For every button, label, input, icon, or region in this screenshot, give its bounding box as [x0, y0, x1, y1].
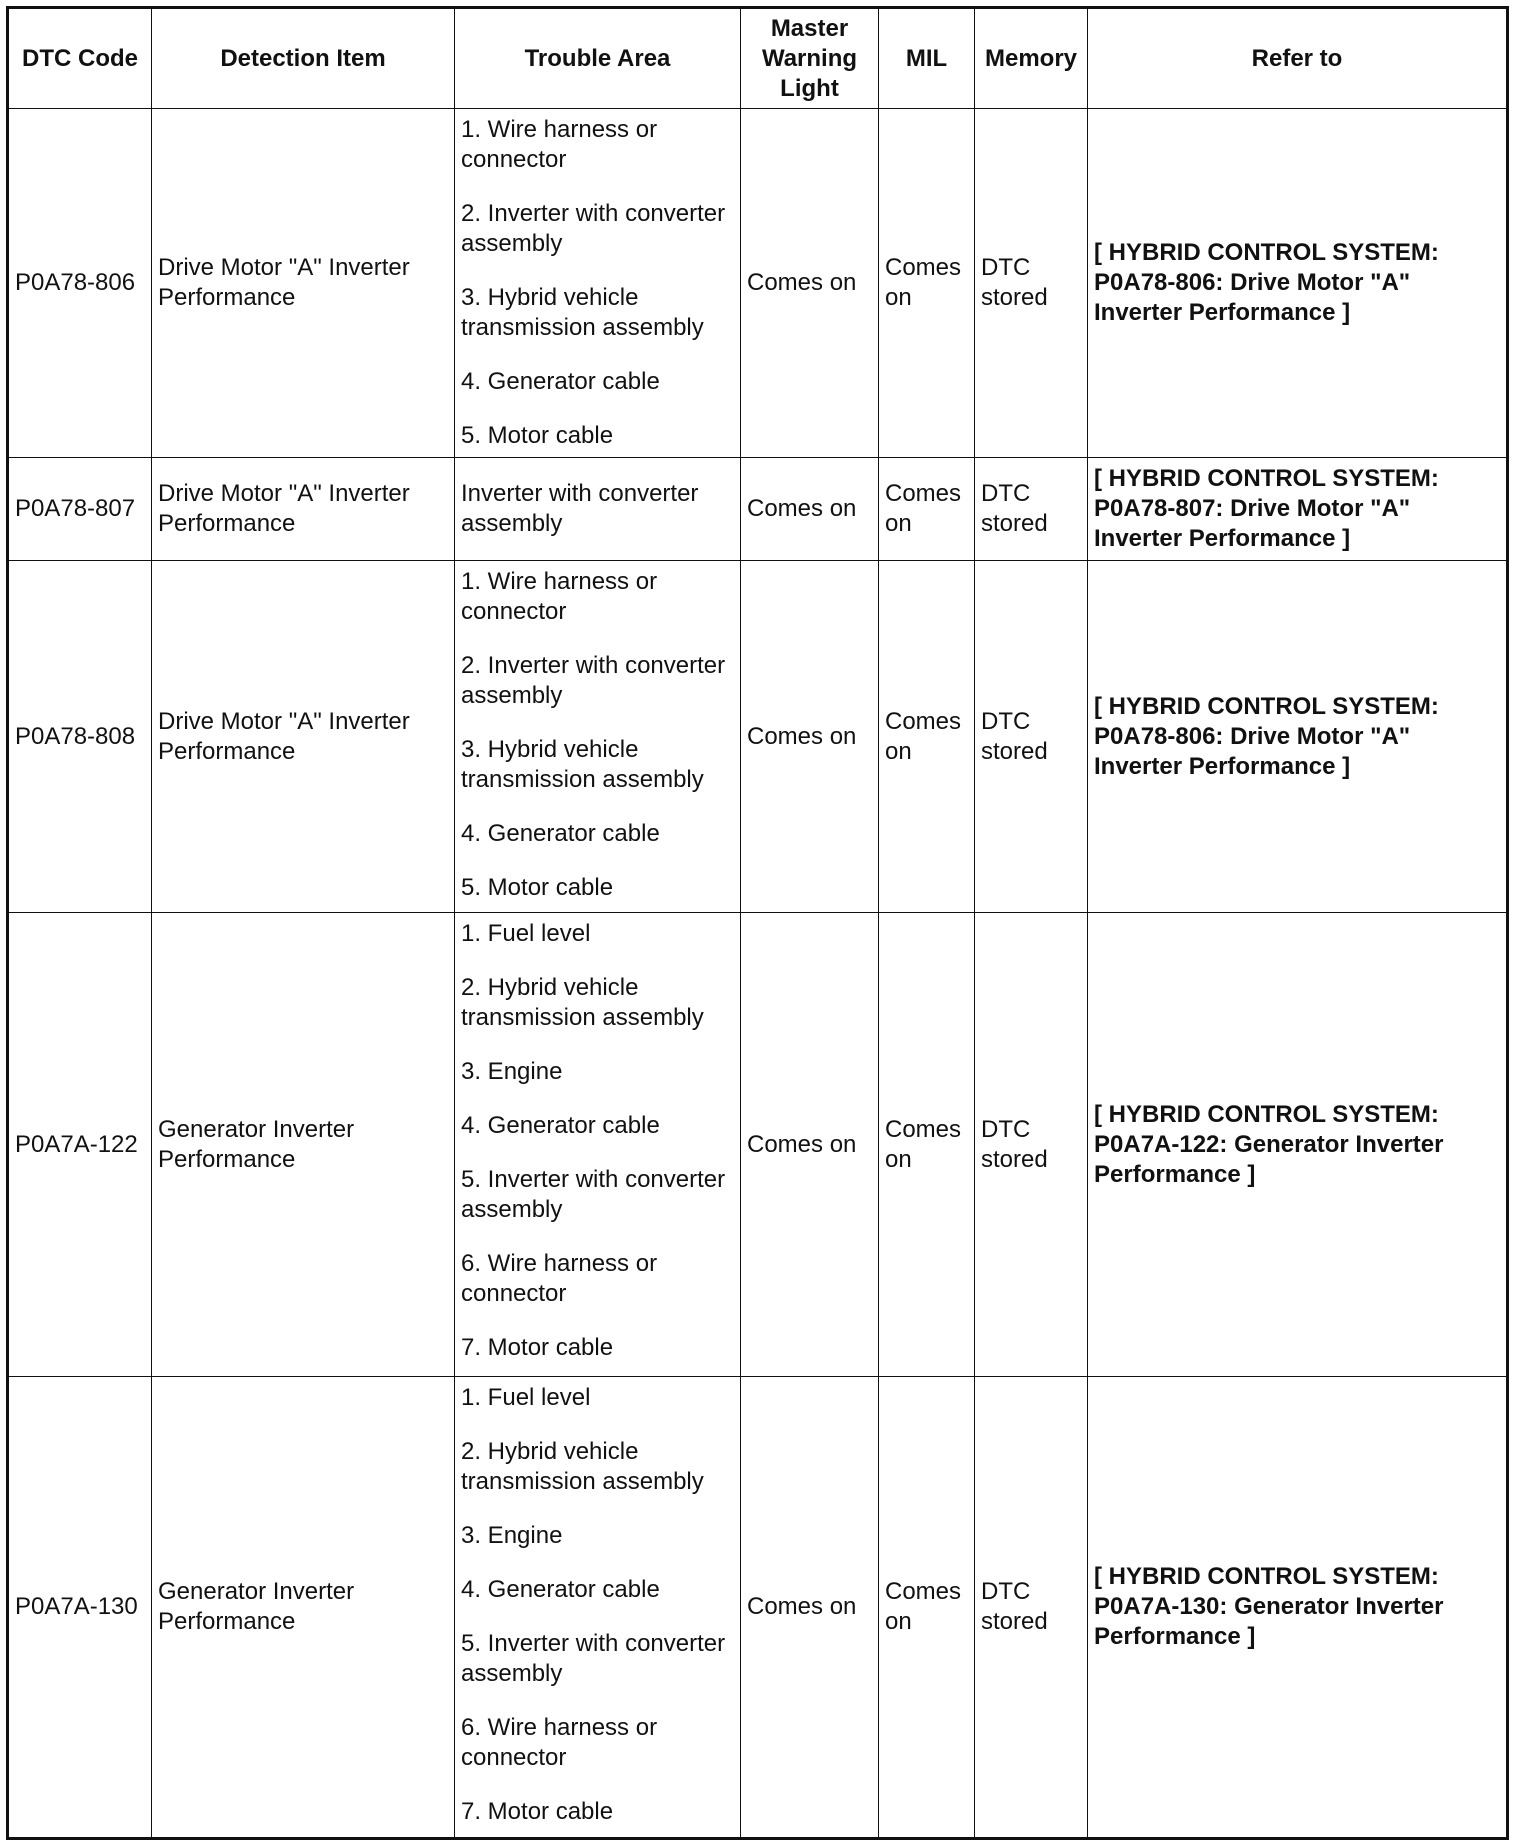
trouble-area-item: 5. Motor cable	[461, 874, 614, 902]
table-row	[8, 1376, 1508, 1838]
trouble-area-list	[461, 1383, 734, 1827]
dtc-code-cell: P0A78-807	[8, 458, 152, 561]
master-warning-light-cell: Comes on	[741, 458, 879, 561]
memory-cell: DTC stored	[975, 913, 1088, 1376]
mil-cell: Comes on	[879, 458, 975, 561]
detection-item-cell: Drive Motor "A" Inverter Performance	[152, 458, 455, 561]
header-memory: Memory	[975, 8, 1088, 109]
dtc-code-cell: P0A78-806	[8, 109, 152, 458]
trouble-area-item: 5. Motor cable	[461, 422, 614, 449]
header-trouble-area: Trouble Area	[455, 8, 741, 109]
trouble-area-item: 1. Wire harness or connector	[461, 568, 658, 626]
dtc-code-cell: P0A78-808	[8, 561, 152, 913]
table-row	[8, 561, 1508, 913]
trouble-area-item: 1. Wire harness or connector	[461, 116, 658, 173]
trouble-area-item: 4. Generator cable	[461, 1112, 660, 1140]
trouble-area-item: 6. Wire harness or connector	[461, 1713, 658, 1771]
dtc-table	[6, 6, 1509, 1840]
master-warning-light-cell: Comes on	[741, 913, 879, 1376]
trouble-area-cell	[455, 913, 741, 1376]
table-row	[8, 913, 1508, 1376]
trouble-area-item: 3. Hybrid vehicle transmission assembly	[461, 284, 704, 341]
memory-cell: DTC stored	[975, 561, 1088, 913]
trouble-area-cell: Inverter with converter assembly	[455, 458, 741, 561]
trouble-area-item: 5. Inverter with converter assembly	[461, 1629, 726, 1687]
refer-to-cell: [ HYBRID CONTROL SYSTEM: P0A78-806: Drive Motor "A" Inverter Performance ]	[1088, 109, 1508, 458]
dtc-code-cell: P0A7A-122	[8, 913, 152, 1376]
trouble-area-item: 1. Fuel level	[461, 920, 591, 948]
refer-to-cell: [ HYBRID CONTROL SYSTEM: P0A7A-130: Generator Inverter Performance ]	[1088, 1376, 1508, 1838]
trouble-area-item: 7. Motor cable	[461, 1334, 614, 1362]
detection-item-cell: Generator Inverter Performance	[152, 1376, 455, 1838]
header-dtc-code: DTC Code	[8, 8, 152, 109]
trouble-area-item: 5. Inverter with converter assembly	[461, 1166, 726, 1224]
header-refer-to: Refer to	[1088, 8, 1508, 109]
memory-cell: DTC stored	[975, 1376, 1088, 1838]
refer-to-cell: [ HYBRID CONTROL SYSTEM: P0A7A-122: Generator Inverter Performance ]	[1088, 913, 1508, 1376]
header-row	[8, 8, 1508, 109]
mil-cell: Comes on	[879, 1376, 975, 1838]
detection-item-cell: Drive Motor "A" Inverter Performance	[152, 561, 455, 913]
trouble-area-list	[461, 115, 734, 451]
trouble-area-item: 6. Wire harness or connector	[461, 1250, 658, 1308]
memory-cell: DTC stored	[975, 109, 1088, 458]
master-warning-light-cell: Comes on	[741, 1376, 879, 1838]
trouble-area-item: 1. Fuel level	[461, 1383, 591, 1411]
refer-to-cell: [ HYBRID CONTROL SYSTEM: P0A78-807: Drive Motor "A" Inverter Performance ]	[1088, 458, 1508, 561]
detection-item-cell: Drive Motor "A" Inverter Performance	[152, 109, 455, 458]
header-mil: MIL	[879, 8, 975, 109]
trouble-area-item: 2. Hybrid vehicle transmission assembly	[461, 1437, 704, 1495]
trouble-area-item: 7. Motor cable	[461, 1797, 614, 1825]
dtc-code-cell: P0A7A-130	[8, 1376, 152, 1838]
detection-item-cell: Generator Inverter Performance	[152, 913, 455, 1376]
trouble-area-cell	[455, 1376, 741, 1838]
trouble-area-item: 2. Inverter with converter assembly	[461, 200, 726, 257]
trouble-area-item: 4. Generator cable	[461, 820, 660, 848]
trouble-area-cell	[455, 561, 741, 913]
header-master-warning-light: Master Warning Light	[741, 8, 879, 109]
trouble-area-item: 3. Hybrid vehicle transmission assembly	[461, 736, 704, 794]
master-warning-light-cell: Comes on	[741, 561, 879, 913]
trouble-area-item: 4. Generator cable	[461, 1575, 660, 1603]
trouble-area-list	[461, 919, 734, 1363]
table-body	[8, 109, 1508, 1839]
trouble-area-item: 3. Engine	[461, 1521, 563, 1549]
table-row	[8, 109, 1508, 458]
memory-cell: DTC stored	[975, 458, 1088, 561]
trouble-area-cell	[455, 109, 741, 458]
refer-to-cell: [ HYBRID CONTROL SYSTEM: P0A78-806: Drive Motor "A" Inverter Performance ]	[1088, 561, 1508, 913]
header-detection-item: Detection Item	[152, 8, 455, 109]
table-header	[8, 8, 1508, 109]
master-warning-light-cell: Comes on	[741, 109, 879, 458]
trouble-area-item: 2. Hybrid vehicle transmission assembly	[461, 974, 704, 1032]
table-row	[8, 458, 1508, 561]
mil-cell: Comes on	[879, 109, 975, 458]
trouble-area-item: 2. Inverter with converter assembly	[461, 652, 726, 710]
trouble-area-list	[461, 567, 734, 903]
trouble-area-item: 3. Engine	[461, 1058, 563, 1086]
trouble-area-item: 4. Generator cable	[461, 368, 660, 395]
mil-cell: Comes on	[879, 561, 975, 913]
mil-cell: Comes on	[879, 913, 975, 1376]
